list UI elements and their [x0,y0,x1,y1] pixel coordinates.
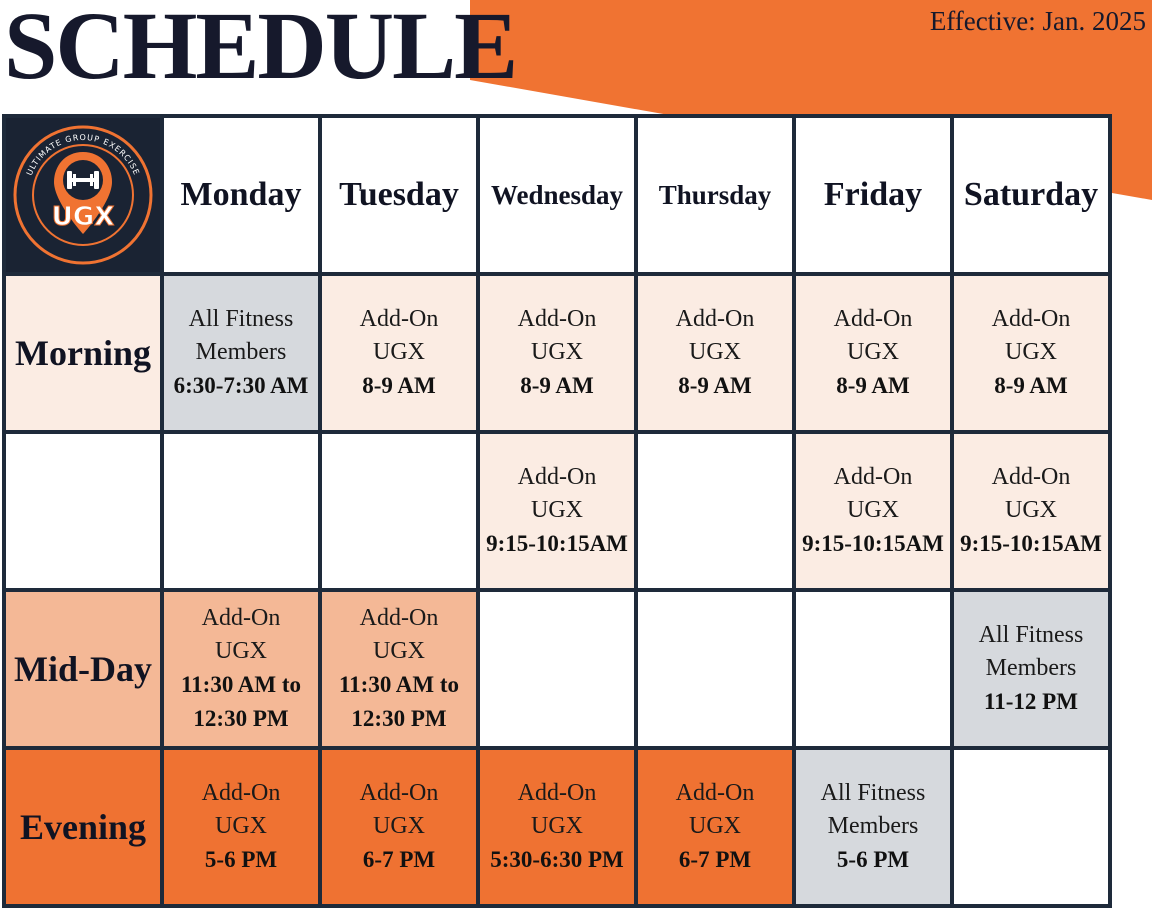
class-type: Add-On [833,464,913,490]
day-header-wednesday: Wednesday [480,118,634,272]
schedule-cell [480,434,634,588]
schedule-table [2,114,1112,908]
schedule-cell [638,750,792,904]
class-name: UGX [847,339,899,365]
row-label: Mid-Day [6,592,160,746]
day-header-thursday: Thursday [638,118,792,272]
schedule-cell [796,750,950,904]
schedule-cell [954,276,1108,430]
class-type: Add-On [675,780,755,806]
class-time: 11-12 PM [984,689,1078,714]
schedule-cell [638,276,792,430]
class-name: UGX [1005,497,1057,523]
class-time: 6-7 PM [362,847,436,872]
schedule-cell [164,750,318,904]
row-label: Evening [6,750,160,904]
class-name: UGX [531,339,583,365]
class-time: 11:30 AM to [180,672,302,697]
class-time: 5:30-6:30 PM [490,847,624,872]
class-name: UGX [373,638,425,664]
class-name: Members [827,813,919,839]
class-time: 8-9 AM [362,373,436,398]
schedule-cell [954,750,1108,904]
page-title: SCHEDULE [4,0,517,99]
class-name: UGX [215,638,267,664]
schedule-cell [638,434,792,588]
class-name: UGX [689,813,741,839]
class-type: Add-On [201,605,281,631]
class-time: 5-6 PM [204,847,278,872]
ugx-logo [6,118,160,272]
effective-date: Effective: Jan. 2025 [929,6,1146,36]
class-time: 8-9 AM [520,373,594,398]
schedule-cell [322,592,476,746]
row-label: Morning [6,276,160,430]
class-type: Add-On [675,306,755,332]
schedule-cell [322,276,476,430]
class-name: UGX [531,497,583,523]
schedule-cell [954,592,1108,746]
logo-ring-text: ULTIMATE GROUP EXERCISE [24,132,142,177]
class-time: 6:30-7:30 AM [173,373,309,398]
class-name: UGX [689,339,741,365]
day-header-tuesday: Tuesday [322,118,476,272]
row-label [6,434,160,588]
class-type: Add-On [991,464,1071,490]
class-name: Members [195,339,287,365]
class-time: 9:15-10:15AM [960,531,1102,556]
logo-wordmark: UGX [51,202,115,232]
schedule-cell [480,276,634,430]
schedule-cell [638,592,792,746]
class-name: Members [985,655,1077,681]
class-type: Add-On [517,464,597,490]
class-type: All Fitness [820,780,926,806]
class-type: All Fitness [978,622,1084,648]
class-time: 8-9 AM [678,373,752,398]
class-time: 8-9 AM [994,373,1068,398]
class-type: Add-On [359,605,439,631]
schedule-cell [322,434,476,588]
class-time: 9:15-10:15AM [802,531,944,556]
class-type: Add-On [517,780,597,806]
class-time: 8-9 AM [836,373,910,398]
schedule-cell [164,276,318,430]
schedule-cell [796,276,950,430]
class-name: UGX [847,497,899,523]
class-time: 12:30 PM [351,706,447,731]
class-name: UGX [215,813,267,839]
class-time: 12:30 PM [193,706,289,731]
class-type: Add-On [359,306,439,332]
schedule-cell [164,592,318,746]
class-time: 5-6 PM [836,847,910,872]
class-name: UGX [1005,339,1057,365]
class-name: UGX [373,813,425,839]
schedule-cell [480,750,634,904]
class-type: Add-On [517,306,597,332]
day-header-saturday: Saturday [954,118,1108,272]
class-time: 11:30 AM to [338,672,460,697]
schedule-cell [954,434,1108,588]
class-time: 9:15-10:15AM [486,531,628,556]
class-time: 6-7 PM [678,847,752,872]
day-header-friday: Friday [796,118,950,272]
schedule-cell [796,592,950,746]
schedule-cell [796,434,950,588]
class-type: Add-On [991,306,1071,332]
class-type: Add-On [359,780,439,806]
class-name: UGX [373,339,425,365]
schedule-cell [164,434,318,588]
day-header-monday: Monday [164,118,318,272]
location-pin-dumbbell-icon [10,122,156,268]
class-type: Add-On [833,306,913,332]
schedule-cell [480,592,634,746]
schedule-cell [322,750,476,904]
class-name: UGX [531,813,583,839]
class-type: All Fitness [188,306,294,332]
class-type: Add-On [201,780,281,806]
